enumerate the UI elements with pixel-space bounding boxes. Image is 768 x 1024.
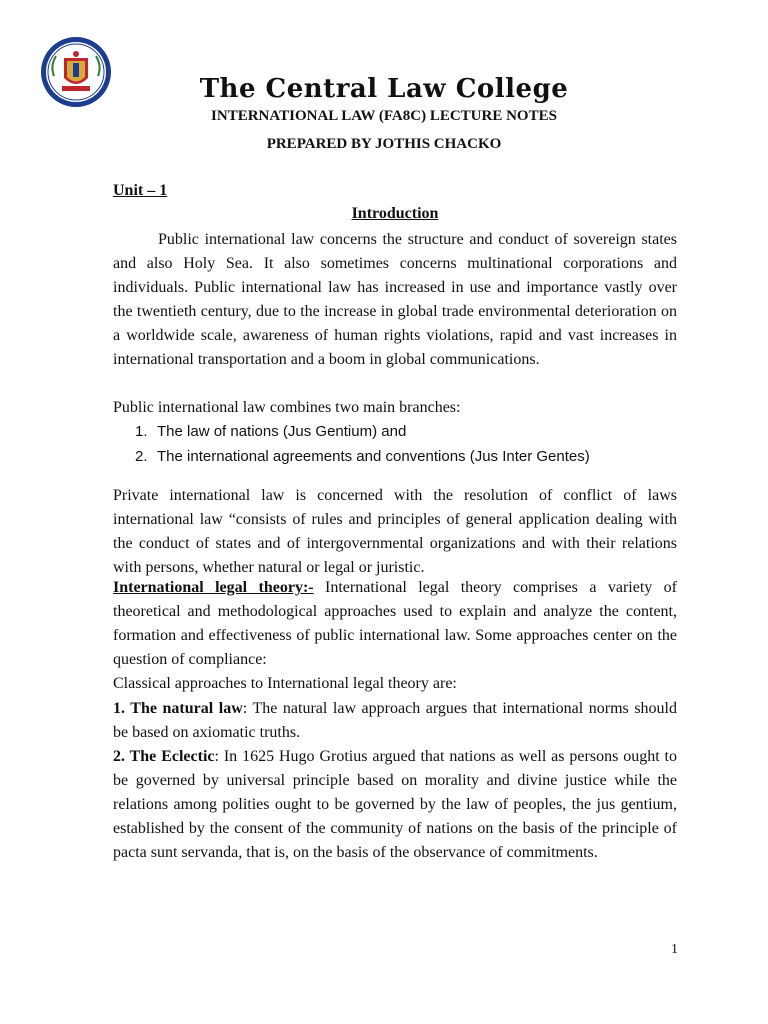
natural-law-paragraph	[113, 697, 677, 745]
list-item	[135, 444, 695, 469]
list-text: The law of nations (Jus Gentium) and	[157, 423, 407, 440]
branches-intro: Public international law combines two main branches:	[113, 399, 461, 416]
theory-text: International legal theory comprises a variety of theoretical and methodological approaches used to explain and analyze the content, formation and effectiveness of public international law. Some approaches center on the question of compliance:	[113, 579, 678, 669]
unit-heading: Unit – 1	[113, 182, 168, 199]
natural-law-text: : The natural law approach argues that international norms should be based on axiomatic truths.	[113, 700, 677, 742]
author-line: PREPARED BY JOTHIS CHACKO	[266, 136, 502, 152]
natural-law-label: 1. The natural law	[113, 700, 243, 717]
classical-intro: Classical approaches to International legal theory are:	[113, 675, 457, 692]
theory-paragraph	[113, 576, 677, 672]
section-heading: Introduction	[351, 205, 439, 222]
private-intl-paragraph: Private international law is concerned with the resolution of conflict of laws international law “consists of rules and principles of general application dealing with the conduct of states and of intergovernmental organizations and with their relations with persons, whether natural or legal or juristic.	[113, 487, 677, 577]
list-number: 1.	[135, 423, 148, 440]
intro-paragraph: Public international law concerns the structure and conduct of sovereign states and also Holy Sea. It also sometimes concerns multinational corporations and individuals. Public international law has increased in use and importance vastly over the twentieth century, due to the increase in global trade environmental deterioration on a worldwide scale, awareness of human rights violations, rapid and vast increases in international transportation and a boom in global communications.	[113, 231, 677, 369]
course-title: INTERNATIONAL LAW (FA8C) LECTURE NOTES	[211, 108, 557, 124]
list-number: 2.	[135, 448, 148, 465]
eclectic-text: : In 1625 Hugo Grotius argued that nations as well as persons ought to be governed by universal principle based on morality and divine justice while the relations among polities ought to be governed by the law of peoples, the jus gentium, established by the consent of the community of nations on the basis of the principle of pacta sunt servanda, that is, on the basis of the observance of commitments.	[113, 748, 677, 862]
eclectic-paragraph	[113, 745, 677, 865]
theory-label: International legal theory:-	[113, 579, 314, 596]
list-item	[135, 419, 695, 444]
page-number: 1	[671, 942, 678, 957]
eclectic-label: 2. The Eclectic	[113, 748, 215, 765]
list-text: The international agreements and conventions (Jus Inter Gentes)	[157, 448, 590, 465]
branches-list	[135, 419, 695, 469]
college-title: The Central Law College	[199, 74, 569, 104]
